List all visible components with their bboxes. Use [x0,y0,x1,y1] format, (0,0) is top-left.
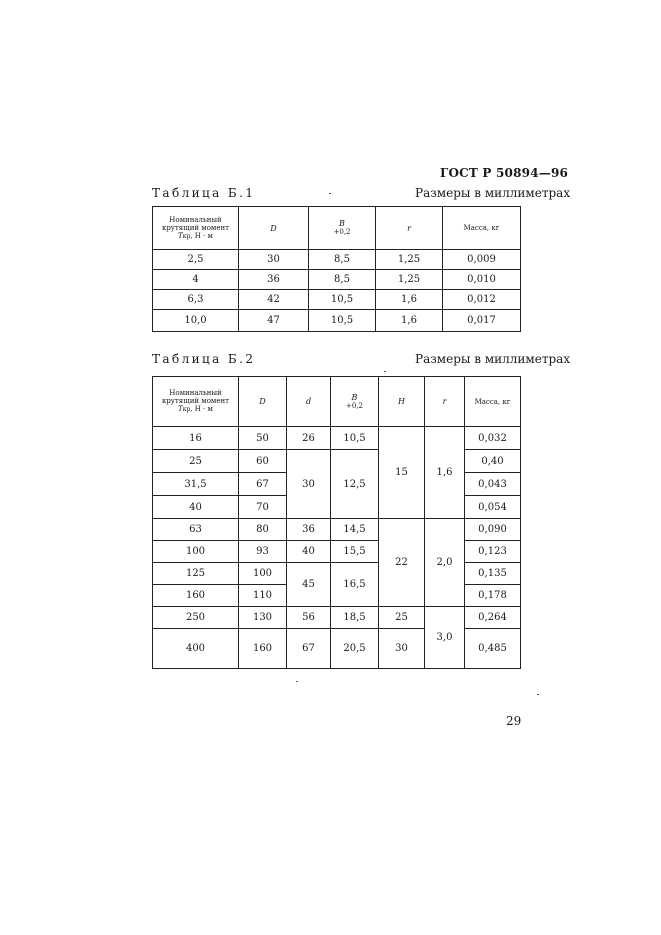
cell-mass: 0,054 [465,496,521,519]
cell-r: 1,25 [376,250,443,270]
cell-d: 26 [287,427,331,450]
cell-d: 40 [287,541,331,563]
scan-speck [296,681,298,682]
cell-mass: 0,135 [465,563,521,585]
table-b1 [152,206,521,332]
table1-title: Таблица Б.1 [152,186,256,200]
table1-units: Размеры в миллиметрах [415,186,571,200]
table-header-row [153,207,521,250]
cell-B: 18,5 [331,607,379,629]
table-row [153,450,521,473]
cell-mass: 0,123 [465,541,521,563]
cell-B: 8,5 [309,250,376,270]
cell-torque: 40 [153,496,239,519]
header-r: r [425,377,465,427]
table-row [153,607,521,629]
standard-header: ГОСТ Р 50894—96 [440,166,569,180]
scan-speck [384,371,386,372]
cell-D: 130 [239,607,287,629]
table-row [153,519,521,541]
header-D: D [239,377,287,427]
cell-D: 42 [239,290,309,310]
header-H: H [379,377,425,427]
cell-torque: 160 [153,585,239,607]
cell-r: 1,6 [376,290,443,310]
scan-speck [537,694,539,695]
table-row [153,250,521,270]
cell-H: 15 [379,427,425,519]
cell-D: 47 [239,310,309,332]
cell-D: 30 [239,250,309,270]
cell-torque: 125 [153,563,239,585]
table2-title: Таблица Б.2 [152,352,256,366]
cell-r: 1,25 [376,270,443,290]
header-torque: Номинальный крутящий момент Tкр, Н · м [153,377,239,427]
table-header-row [153,377,521,427]
header-d: d [287,377,331,427]
cell-torque: 100 [153,541,239,563]
cell-H: 22 [379,519,425,607]
table-row [153,310,521,332]
cell-torque: 250 [153,607,239,629]
cell-r: 1,6 [376,310,443,332]
header-torque: Номинальный крутящий момент Tкр, Н · м [153,207,239,250]
table-row [153,541,521,563]
cell-mass: 0,264 [465,607,521,629]
cell-B: 10,5 [309,310,376,332]
cell-H: 25 [379,607,425,629]
cell-D: 160 [239,629,287,669]
header-r: r [376,207,443,250]
cell-d: 56 [287,607,331,629]
cell-D: 36 [239,270,309,290]
cell-B: 14,5 [331,519,379,541]
cell-torque: 25 [153,450,239,473]
cell-mass: 0,032 [465,427,521,450]
header-B: B +0,2 [309,207,376,250]
cell-mass: 0,485 [465,629,521,669]
cell-torque: 10,0 [153,310,239,332]
cell-d: 67 [287,629,331,669]
cell-H: 30 [379,629,425,669]
table-row [153,629,521,669]
cell-d: 30 [287,450,331,519]
cell-B: 15,5 [331,541,379,563]
table2-units: Размеры в миллиметрах [415,352,571,366]
table-row [153,427,521,450]
header-D: D [239,207,309,250]
cell-torque: 31,5 [153,473,239,496]
cell-d: 36 [287,519,331,541]
cell-r: 1,6 [425,427,465,519]
cell-B: 10,5 [331,427,379,450]
cell-torque: 6,3 [153,290,239,310]
scan-speck [329,193,331,194]
cell-torque: 63 [153,519,239,541]
cell-B: 8,5 [309,270,376,290]
cell-D: 50 [239,427,287,450]
table-row [153,270,521,290]
cell-mass: 0,009 [443,250,521,270]
cell-D: 110 [239,585,287,607]
cell-mass: 0,40 [465,450,521,473]
cell-r: 2,0 [425,519,465,607]
cell-mass: 0,090 [465,519,521,541]
cell-mass: 0,017 [443,310,521,332]
table-b2 [152,376,521,669]
page-number: 29 [506,714,522,728]
cell-d: 45 [287,563,331,607]
cell-torque: 400 [153,629,239,669]
cell-D: 67 [239,473,287,496]
cell-D: 100 [239,563,287,585]
cell-mass: 0,178 [465,585,521,607]
cell-torque: 16 [153,427,239,450]
cell-torque: 2,5 [153,250,239,270]
header-mass: Масса, кг [443,207,521,250]
header-B: B +0,2 [331,377,379,427]
cell-r: 3,0 [425,607,465,669]
cell-B: 20,5 [331,629,379,669]
cell-D: 60 [239,450,287,473]
cell-mass: 0,043 [465,473,521,496]
cell-B: 10,5 [309,290,376,310]
cell-mass: 0,012 [443,290,521,310]
cell-B: 16,5 [331,563,379,607]
cell-torque: 4 [153,270,239,290]
cell-D: 80 [239,519,287,541]
cell-D: 70 [239,496,287,519]
header-mass: Масса, кг [465,377,521,427]
cell-D: 93 [239,541,287,563]
cell-mass: 0,010 [443,270,521,290]
table-row [153,563,521,585]
table-row [153,290,521,310]
cell-B: 12,5 [331,450,379,519]
